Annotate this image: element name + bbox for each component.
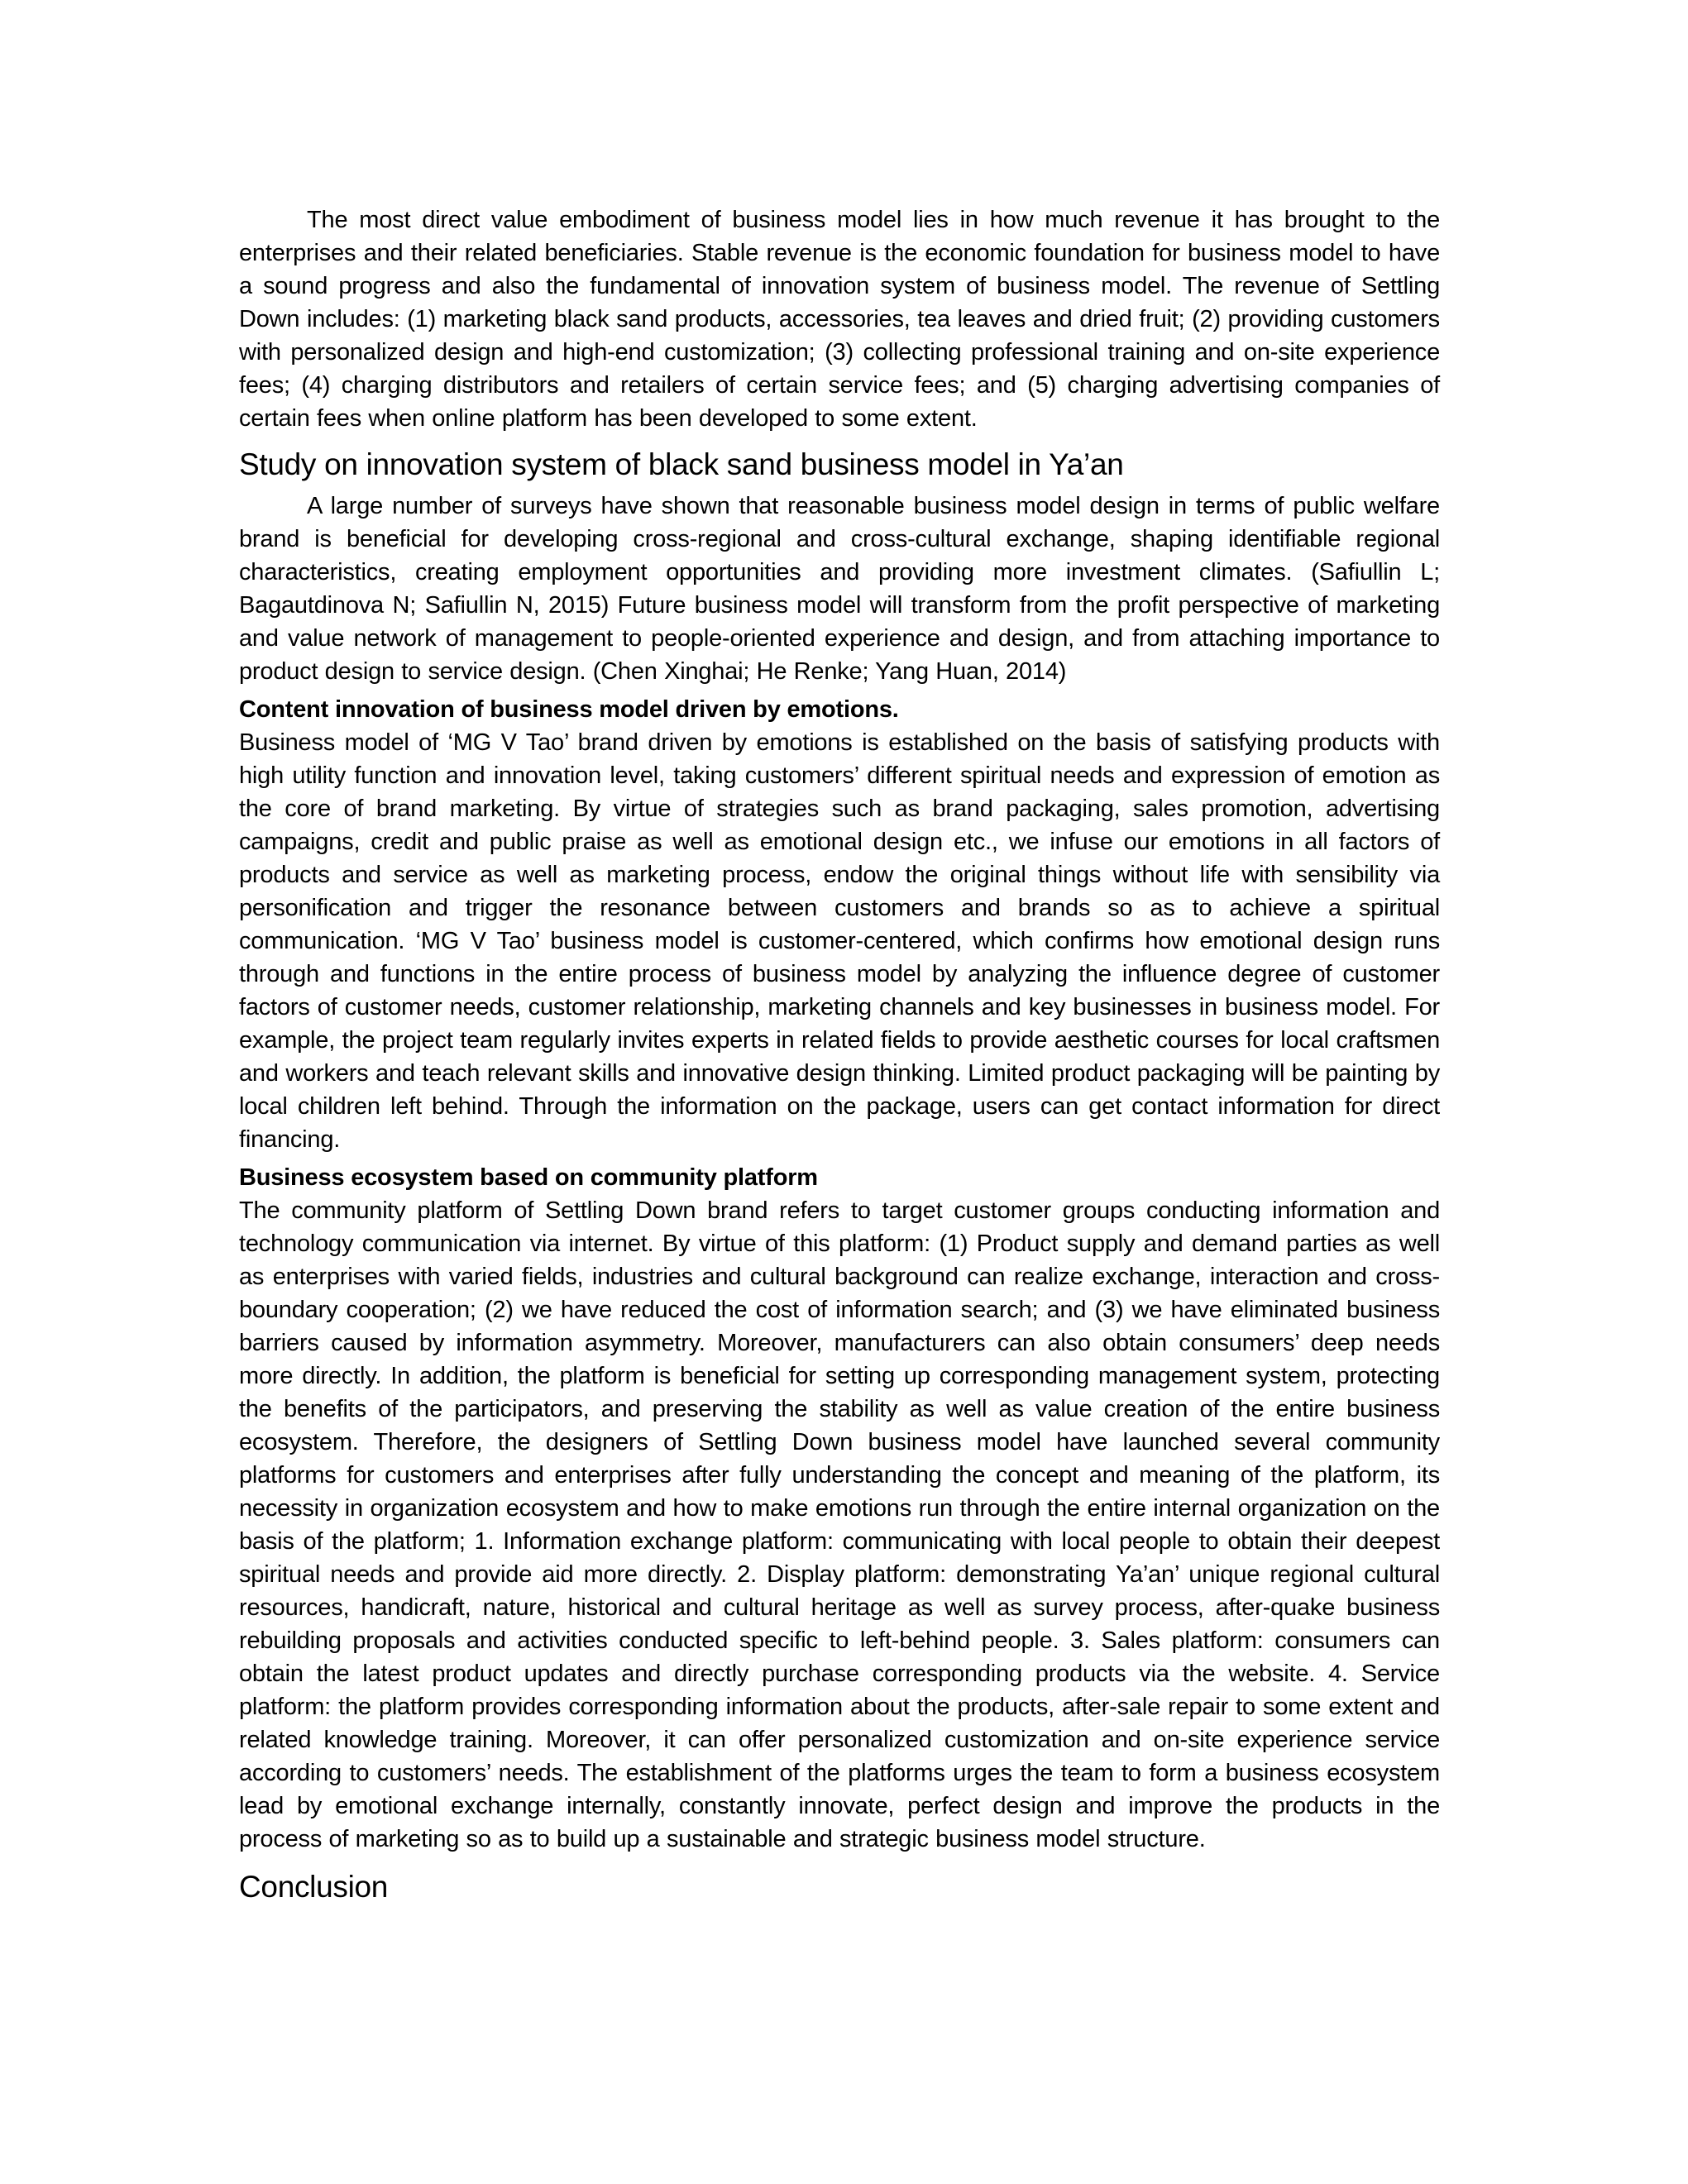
subheading-content-innovation: Content innovation of business model driven by emotions.	[239, 696, 899, 723]
intro-paragraph: The most direct value embodiment of business model lies in how much revenue it has brought to the enterprises and their related beneficiaries. Stable revenue is the economic foundation for business model to have a sound progress and also the fundamental of innovation system of business model. The revenue of Settling Down includes: (1) marketing black sand products, accessories, tea leaves and dried fruit; (2) providing customers with personalized design and high-end customization; (3) collecting professional training and on-site experience fees; (4) charging distributors and retailers of certain service fees; and (5) charging advertising companies of certain fees when online platform has been developed to some extent.	[239, 207, 1440, 432]
surveys-paragraph: A large number of surveys have shown that reasonable business model design in terms of public welfare brand is beneficial for developing cross-regional and cross-cultural exchange, shaping identifiable regional characteristics, creating employment opportunities and providing more investment climates. (Safiullin L; Bagautdinova N; Safiullin N, 2015) Future business model will transform from the profit perspective of marketing and value network of management to people-oriented experience and design, and from attaching importance to product design to service design. (Chen Xinghai; He Renke; Yang Huan, 2014)	[239, 493, 1440, 685]
document-page	[239, 203, 1440, 1912]
conclusion-heading: Conclusion	[239, 1870, 389, 1904]
section-heading-study: Study on innovation system of black sand business model in Ya’an	[239, 447, 1124, 481]
subheading-business-ecosystem: Business ecosystem based on community platform	[239, 1164, 818, 1191]
ecosystem-paragraph: The community platform of Settling Down brand refers to target customer groups conducting information and technology communication via internet. By virtue of this platform: (1) Product supply and demand parties as well as enterprises with varied fields, industries and cultural background can realize exchange, interaction and cross-boundary cooperation; (2) we have reduced the cost of information search; and (3) we have eliminated business barriers caused by information asymmetry. Moreover, manufacturers can also obtain consumers’ deep needs more directly. In addition, the platform is beneficial for setting up corresponding management system, protecting the benefits of the participators, and preserving the stability as well as value creation of the entire business ecosystem. Therefore, the designers of Settling Down business model have launched several community platforms for customers and enterprises after fully understanding the concept and meaning of the platform, its necessity in organization ecosystem and how to make emotions run through the entire internal organization on the basis of the platform; 1. Information exchange platform: communicating with local people to obtain their deepest spiritual needs and provide aid more directly. 2. Display platform: demonstrating Ya’an’ unique regional cultural resources, handicraft, nature, historical and cultural heritage as well as survey process, after-quake business rebuilding proposals and activities conducted specific to left-behind people. 3. Sales platform: consumers can obtain the latest product updates and directly purchase corresponding products via the website. 4. Service platform: the platform provides corresponding information about the products, after-sale repair to some extent and related knowledge training. Moreover, it can offer personalized customization and on-site experience service according to customers’ needs. The establishment of the platforms urges the team to form a business ecosystem lead by emotional exchange internally, constantly innovate, perfect design and improve the products in the process of marketing so as to build up a sustainable and strategic business model structure.	[239, 1197, 1440, 1852]
content-innovation-paragraph: Business model of ‘MG V Tao’ brand driven by emotions is established on the basis of satisfying products with high utility function and innovation level, taking customers’ different spiritual needs and expression of emotion as the core of brand marketing. By virtue of strategies such as brand packaging, sales promotion, advertising campaigns, credit and public praise as well as emotional design etc., we infuse our emotions in all factors of products and service as well as marketing process, endow the original things without life with sensibility via personification and trigger the resonance between customers and brands so as to achieve a spiritual communication. ‘MG V Tao’ business model is customer-centered, which confirms how emotional design runs through and functions in the entire process of business model by analyzing the influence degree of customer factors of customer needs, customer relationship, marketing channels and key businesses in business model. For example, the project team regularly invites experts in related fields to provide aesthetic courses for local craftsmen and workers and teach relevant skills and innovative design thinking. Limited product packaging will be painting by local children left behind. Through the information on the package, users can get contact information for direct financing.	[239, 729, 1440, 1153]
